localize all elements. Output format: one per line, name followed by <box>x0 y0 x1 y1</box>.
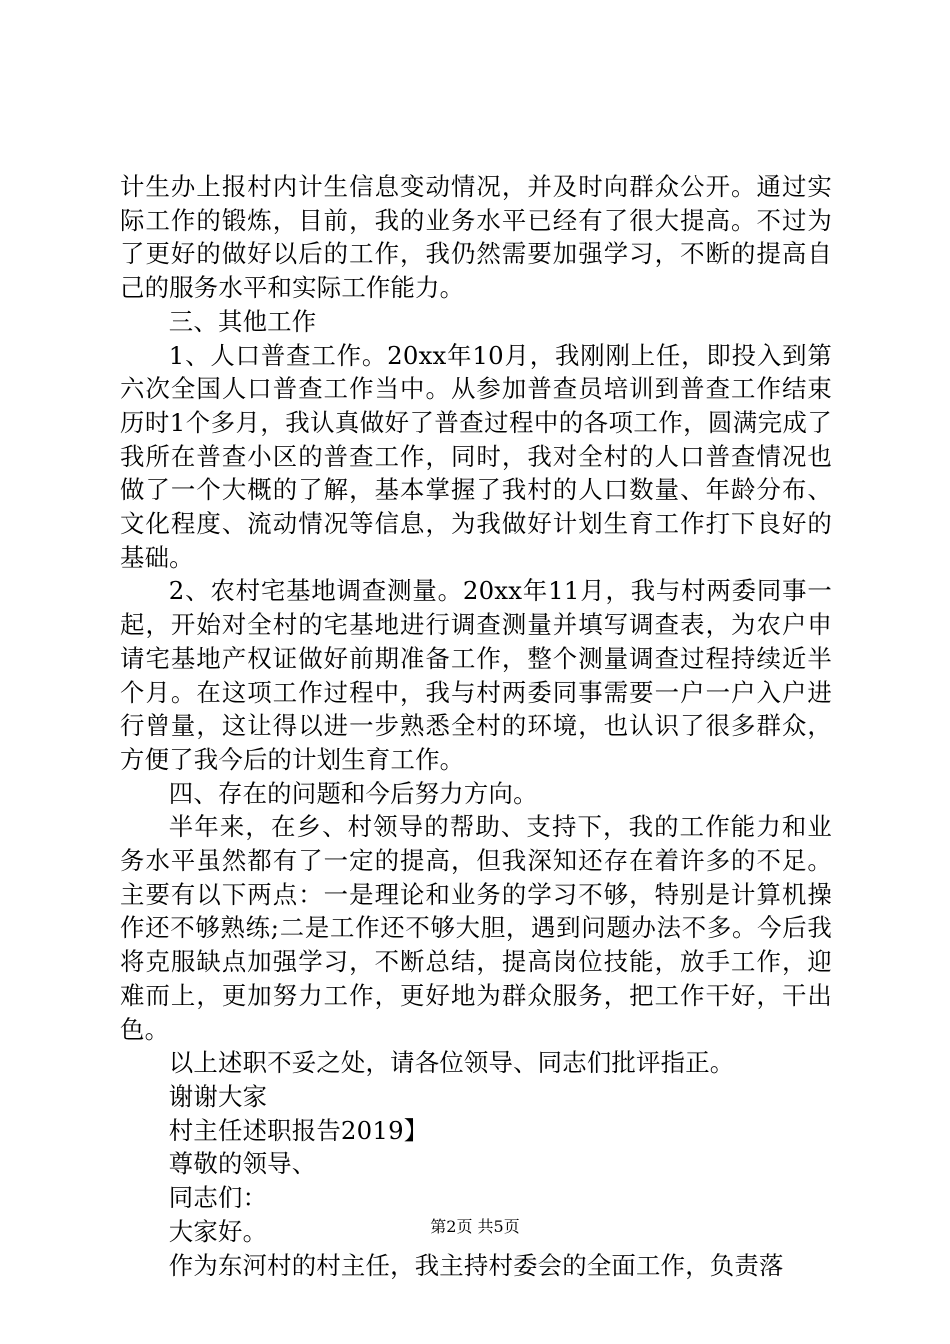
paragraph-homestead-survey: 2、农村宅基地调查测量。20xx年11月，我与村两委同事一起，开始对全村的宅基地进行调查测量并填写调查表，为农户申请宅基地产权证做好前期准备工作，整个测量调查过程持续近半个月。在这项工作过程中，我与村两委同事需要一户一户入户进行曾量，这让得以进一步熟悉全村的环境，也认识了很多群众，方便了我今后的计划生育工作。 <box>120 576 832 774</box>
page-number-footer: 第2页 共5页 <box>430 1217 520 1236</box>
paragraph-closing-request: 以上述职不妥之处，请各位领导、同志们批评指正。 <box>168 1048 735 1078</box>
section-heading-problems: 四、存在的问题和今后努力方向。 <box>168 778 538 808</box>
paragraph-introduction: 作为东河村的村主任，我主持村委会的全面工作，负责落 <box>168 1250 784 1280</box>
paragraph-census-work: 1、人口普查工作。20xx年10月，我刚刚上任，即投入到第六次全国人口普查工作当中。从参加普查员培训到普查工作结束历时1个多月，我认真做好了普查过程中的各项工作，圆满完成了我所在普查小区的普查工作，同时，我对全村的人口普查情况也做了一个大概的了解，基本掌握了我村的人口数量、年龄分布、文化程度、流动情况等信息，为我做好计划生育工作打下良好的基础。 <box>120 340 832 572</box>
paragraph-half-year-summary: 半年来，在乡、村领导的帮助、支持下，我的工作能力和业务水平虽然都有了一定的提高，但我深知还存在着许多的不足。主要有以下两点：一是理论和业务的学习不够，特别是计算机操作还不够熟练;二是工作还不够大胆，遇到问题办法不多。今后我将克服缺点加强学习，不断总结，提高岗位技能，放手工作，迎难而上，更加努力工作，更好地为群众服务，把工作干好，干出色。 <box>120 812 832 1044</box>
paragraph-thanks: 谢谢大家 <box>168 1081 268 1111</box>
salutation-leaders: 尊敬的领导、 <box>168 1149 317 1179</box>
document-body <box>120 170 832 1282</box>
paragraph-1: 计生办上报村内计生信息变动情况，并及时向群众公开。通过实际工作的锻炼，目前，我的业务水平已经有了很大提高。不过为了更好的做好以后的工作，我仍然需要加强学习，不断的提高自己的服务水平和实际工作能力。 <box>120 172 832 303</box>
section-heading-other-work: 三、其他工作 <box>168 306 317 336</box>
salutation-comrades: 同志们： <box>168 1183 268 1213</box>
report-title: 村主任述职报告2019】 <box>168 1115 429 1145</box>
greeting: 大家好。 <box>168 1216 268 1246</box>
